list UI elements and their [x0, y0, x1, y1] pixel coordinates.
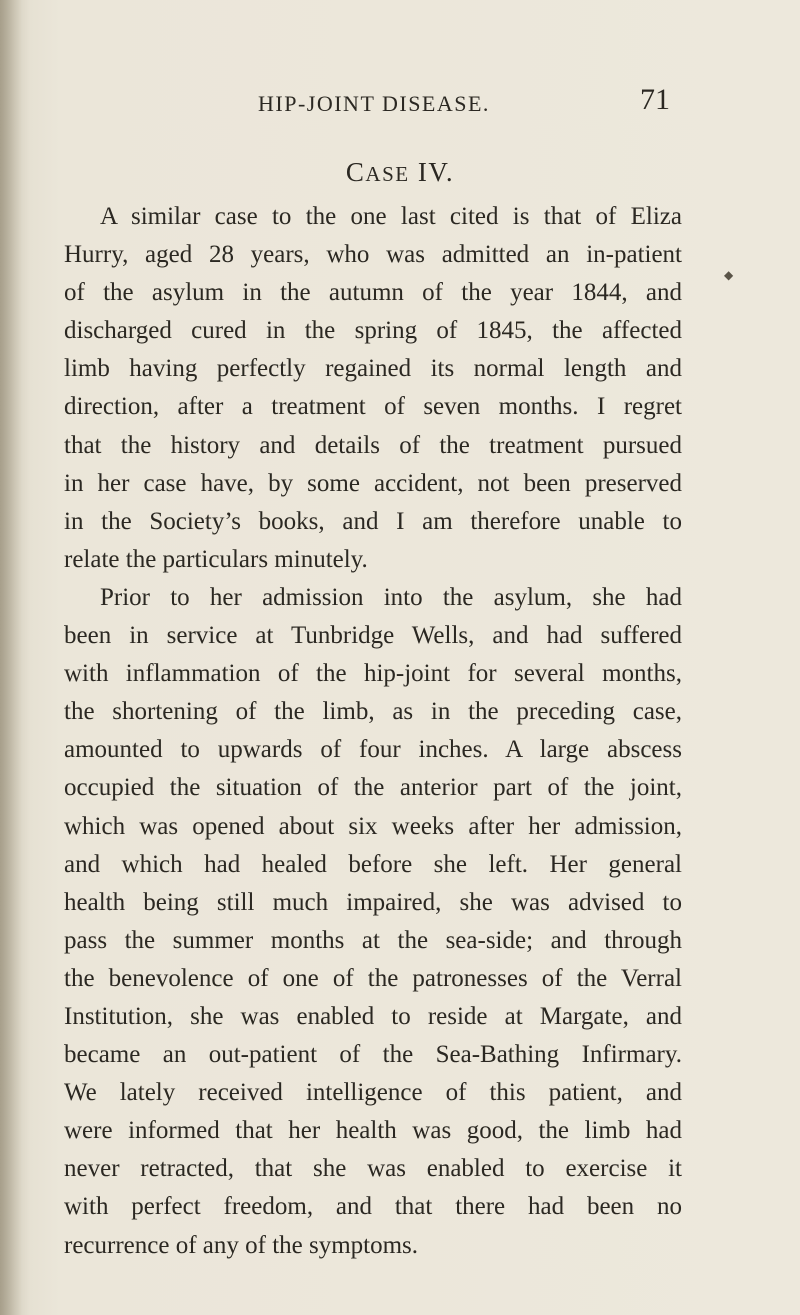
text-line: relate the particulars minutely. — [64, 545, 368, 573]
text-line: with perfect freedom, and that there had been no — [64, 1193, 682, 1221]
text-line: pass the summer months at the sea-side; and through — [64, 926, 682, 954]
text-line: health being still much impaired, she was advised to — [64, 888, 682, 916]
text-line: and which had healed before she left. Her general — [64, 850, 682, 878]
page-number: 71 — [640, 83, 670, 116]
print-speck: ◆ — [724, 268, 734, 282]
text-line: been in service at Tunbridge Wells, and had suffered — [64, 622, 682, 650]
text-line: were informed that her health was good, the limb had — [64, 1117, 682, 1145]
text-line: amounted to upwards of four inches. A large abscess — [64, 736, 682, 764]
text-line: Prior to her admission into the asylum, she had — [100, 583, 682, 611]
text-line: of the asylum in the autumn of the year 1844, and — [64, 279, 682, 307]
text-line: limb having perfectly regained its normal length and — [64, 355, 682, 383]
text-line: became an out-patient of the Sea-Bathing Infirmary. — [64, 1041, 682, 1069]
section-title-numeral: IV. — [417, 157, 455, 187]
text-line: the benevolence of one of the patronesses of the Verral — [64, 964, 682, 992]
text-line: that the history and details of the treatment pursued — [64, 431, 682, 459]
text-line: which was opened about six weeks after her admission, — [64, 812, 682, 840]
text-line: We lately received intelligence of this patient, and — [64, 1079, 682, 1107]
running-head — [0, 84, 800, 124]
text-line: with inflammation of the hip-joint for several months, — [64, 660, 682, 688]
text-line: discharged cured in the spring of 1845, the affected — [64, 317, 682, 345]
section-title-rest: ASE — [365, 162, 410, 186]
text-line: never retracted, that she was enabled to exercise it — [64, 1155, 682, 1183]
body-text — [64, 198, 682, 1265]
text-line: the shortening of the limb, as in the preceding case, — [64, 698, 682, 726]
text-line: in her case have, by some accident, not been preserved — [64, 469, 682, 497]
text-line: Hurry, aged 28 years, who was admitted an in-patient — [64, 241, 682, 269]
running-title: HIP-JOINT DISEASE. — [258, 91, 490, 116]
binding-shadow — [0, 0, 22, 1315]
text-line: A similar case to the one last cited is that of Eliza — [100, 203, 682, 230]
text-line: recurrence of any of the symptoms. — [64, 1231, 419, 1259]
section-title-initial: C — [345, 157, 366, 187]
text-line: occupied the situation of the anterior part of the joint, — [64, 774, 682, 802]
text-line: direction, after a treatment of seven months. I regret — [64, 393, 682, 421]
text-line: in the Society’s books, and I am therefore unable to — [64, 507, 682, 535]
text-line: Institution, she was enabled to reside at Margate, and — [64, 1002, 682, 1030]
section-title — [0, 152, 800, 194]
